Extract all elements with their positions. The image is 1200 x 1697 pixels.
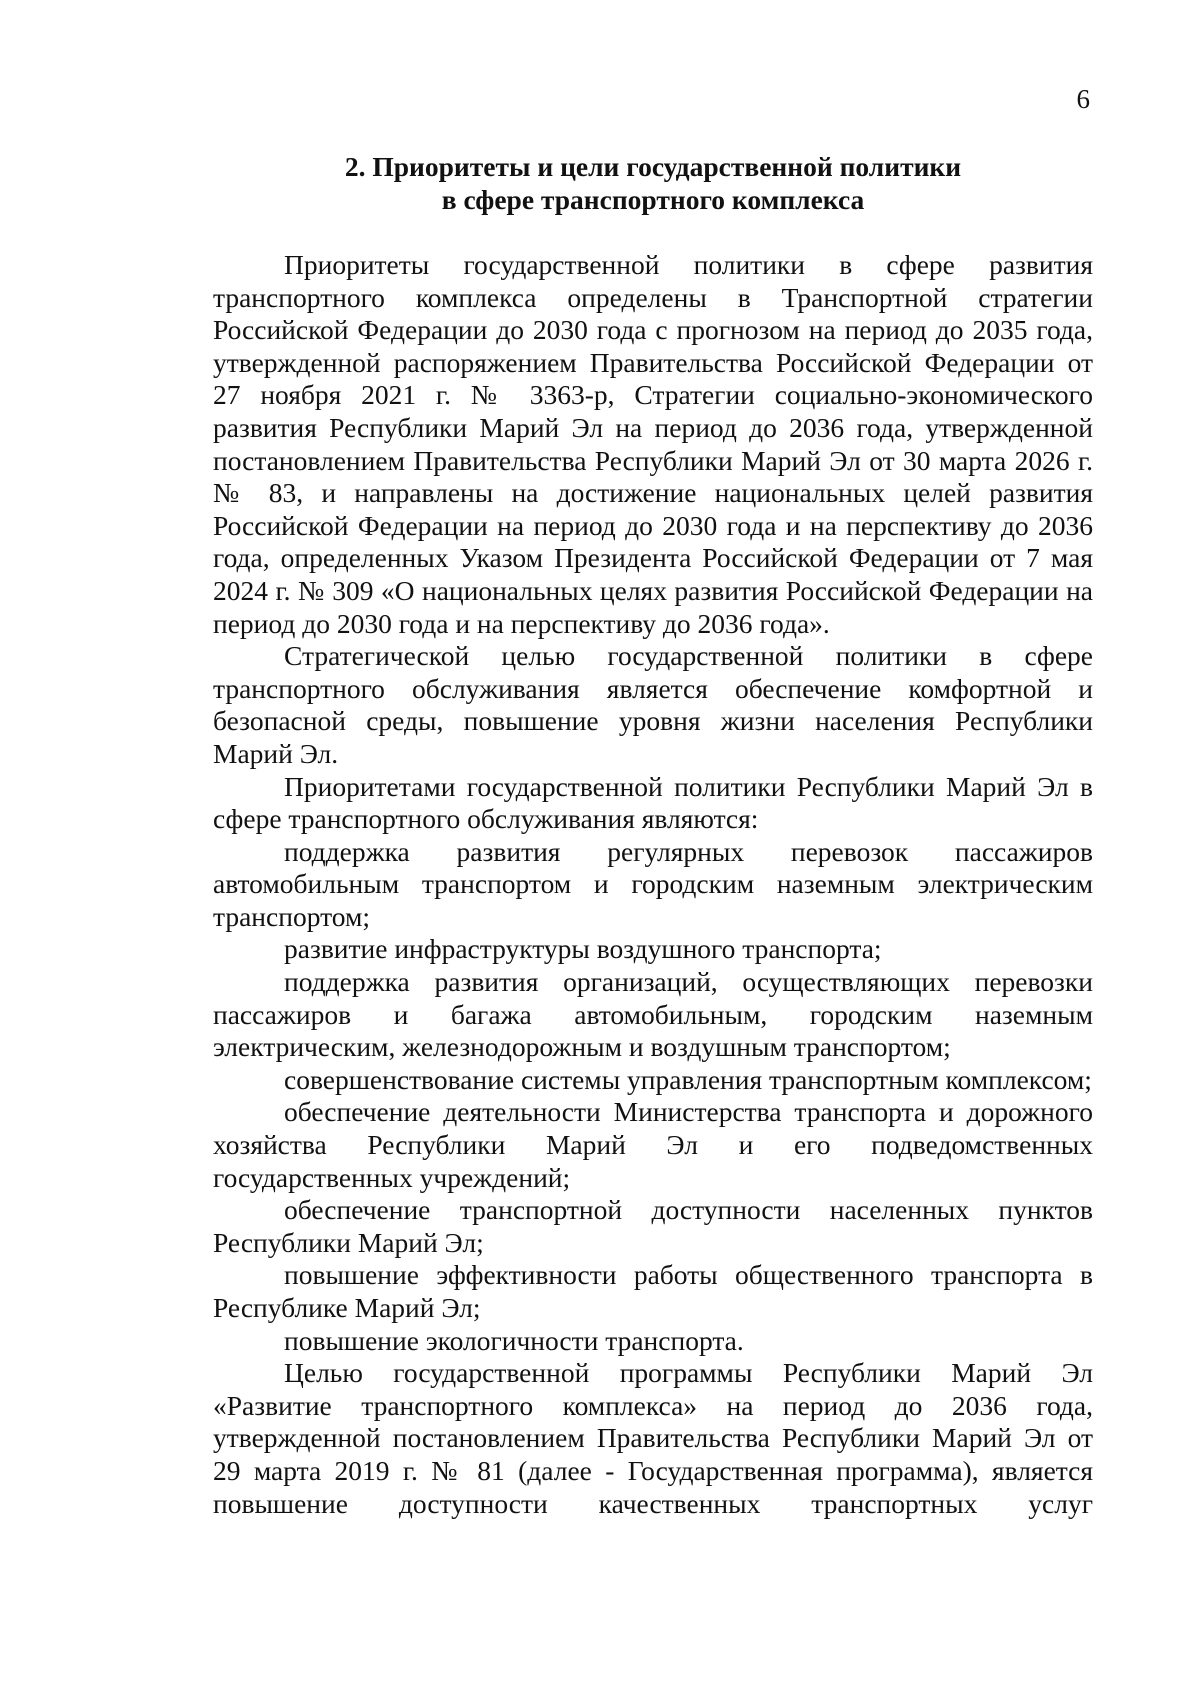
list-item-management-system: совершенствование системы управления транспортным комплексом; <box>284 1063 1092 1095</box>
list-item-transport-accessibility: обеспечение транспортной доступности населенных пунктов Республики Марий Эл; <box>213 1194 1093 1258</box>
section-title-line-2: в сфере транспортного комплекса <box>441 184 865 215</box>
list-item-carrier-support: поддержка развития организаций, осуществляющих перевозки пассажиров и багажа автомобильным, городским наземным электрическим, железнодорожным и воздушным транспортом; <box>213 966 1093 1063</box>
body-text <box>213 249 1093 1520</box>
section-title <box>213 150 1093 216</box>
list-item-ministry-activity: обеспечение деятельности Министерства транспорта и дорожного хозяйства Республики Марий Эл и его подведомственных государственных учреждений; <box>213 1096 1093 1193</box>
list-item-ecology: повышение экологичности транспорта. <box>284 1324 744 1356</box>
paragraph-strategic-goal: Стратегической целью государственной политики в сфере транспортного обслуживания является обеспечение комфортной и безопасной среды, повышение уровня жизни населения Республики Марий Эл. <box>213 640 1093 769</box>
paragraph-priorities-heading: Приоритетами государственной политики Республики Марий Эл в сфере транспортного обслуживания являются: <box>213 770 1093 835</box>
list-item-air-infrastructure: развитие инфраструктуры воздушного транспорта; <box>284 933 882 965</box>
page-number: 6 <box>1076 84 1090 114</box>
list-item-public-transport-efficiency: повышение эффективности работы общественного транспорта в Республике Марий Эл; <box>213 1259 1093 1323</box>
paragraph-program-goal: Целью государственной программы Республики Марий Эл «Развитие транспортного комплекса» на период до 2036 года, утвержденной постановлением Правительства Республики Марий Эл от 29 марта 2019 г. № 81 (далее - Государственная программа), является повышение доступности качественных транспортных услуг <box>213 1357 1093 1519</box>
list-item-regular-transport: поддержка развития регулярных перевозок пассажиров автомобильным транспортом и городским наземным электрическим транспортом; <box>213 835 1093 932</box>
paragraph-priorities-intro: Приоритеты государственной политики в сфере развития транспортного комплекса определены в Транспортной стратегии Российской Федерации до 2030 года с прогнозом на период до 2035 года, утвержденной распоряжением Правительства Российской Федерации от 27 ноября 2021 г. № 3363-р, Стратегии социально-экономического развития Республики Марий Эл на период до 2036 года, утвержденной постановлением Правительства Республики Марий Эл от 30 марта 2026 г. № 83, и направлены на достижение национальных целей развития Российской Федерации на период до 2030 года и на перспективу до 2036 года, определенных Указом Президента Российской Федерации от 7 мая 2024 г. № 309 «О национальных целях развития Российской Федерации на период до 2030 года и на перспективу до 2036 года». <box>213 249 1093 639</box>
section-title-line-1: 2. Приоритеты и цели государственной политики <box>344 151 962 182</box>
